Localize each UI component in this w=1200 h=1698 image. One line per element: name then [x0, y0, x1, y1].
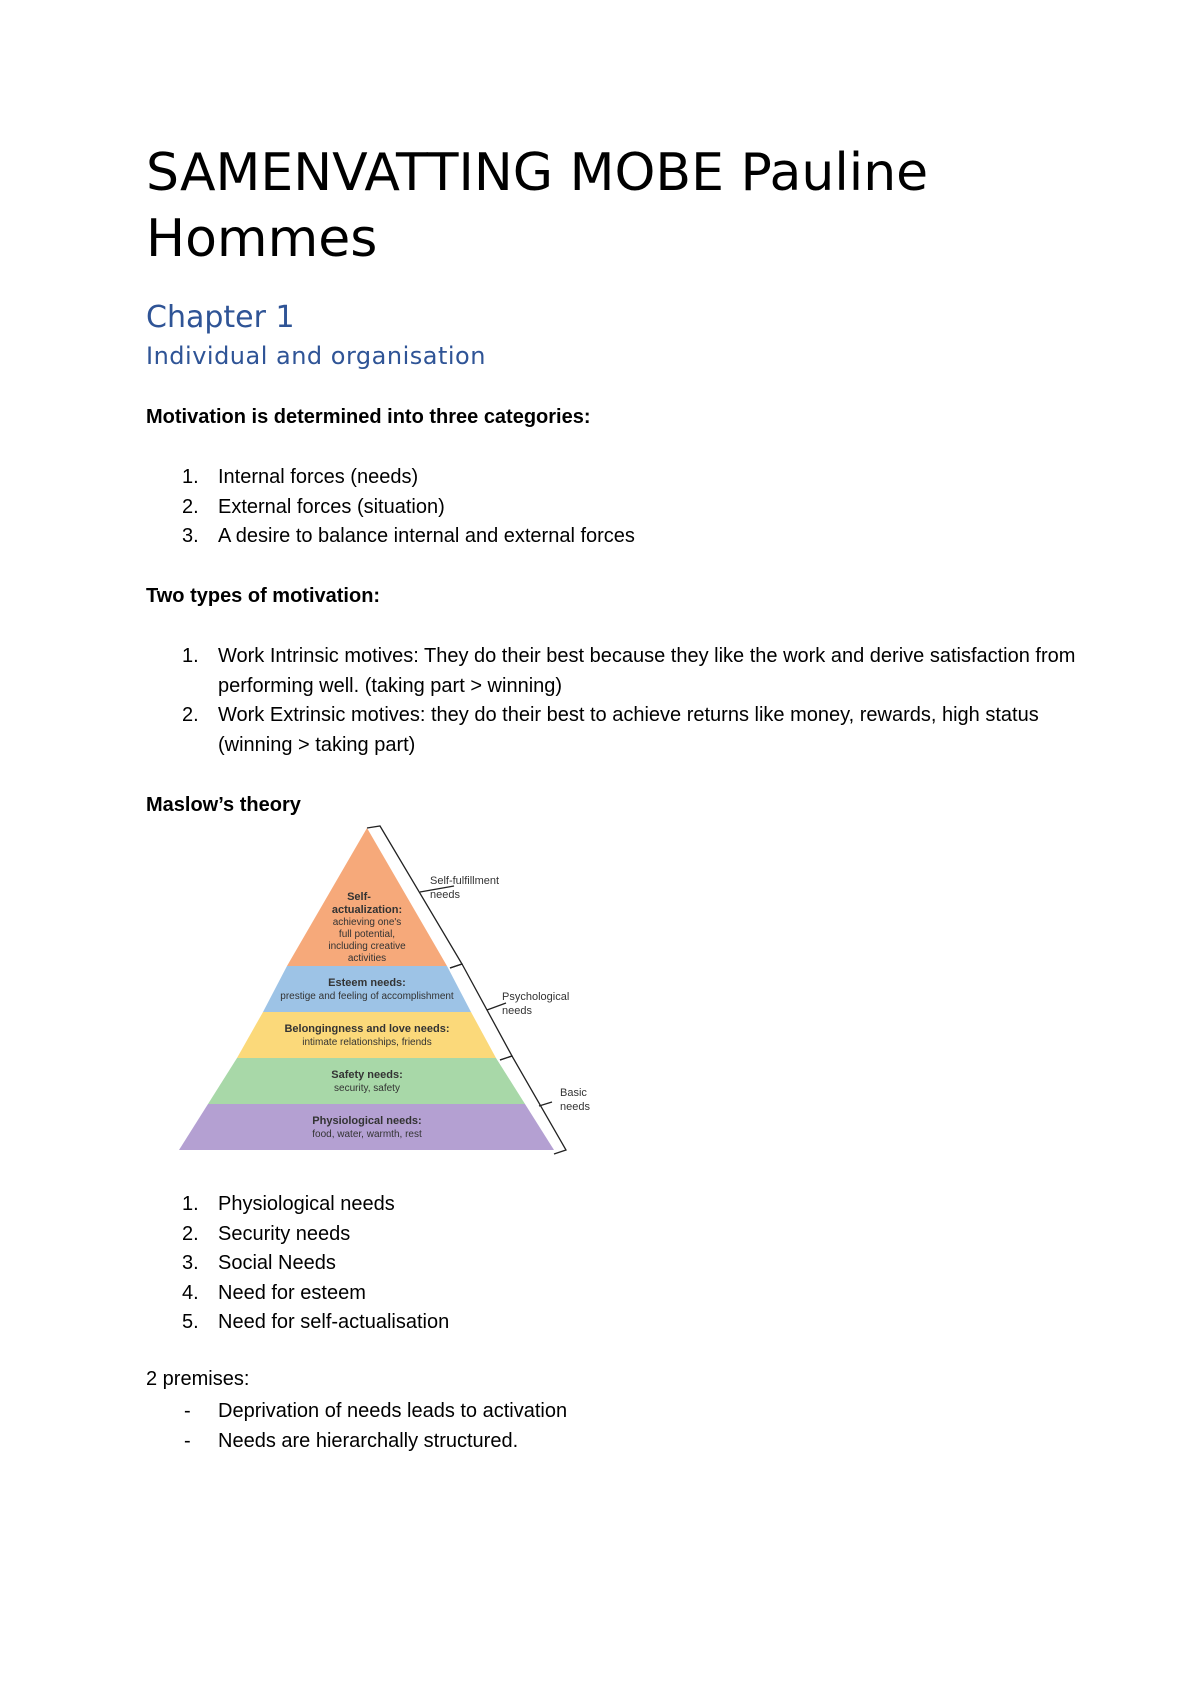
pyramid-layer-physiological — [179, 1104, 554, 1150]
pyramid-layer-safety — [208, 1058, 525, 1104]
pyramid-layer-belongingness — [237, 1012, 496, 1058]
list-item: 2. Security needs — [182, 1222, 351, 1245]
list-item: - Needs are hierarchally structured. — [184, 1429, 519, 1452]
document-title: SAMENVATTING MOBE Pauline Hommes — [146, 143, 929, 269]
list-item: 3. Social Needs — [182, 1252, 336, 1274]
bracket-label-self-1: Self-fulfillment — [430, 875, 500, 887]
motivation-categories-heading: Motivation is determined into three categories: — [146, 406, 591, 428]
motivation-types-list — [146, 642, 1076, 760]
bracket-label-psych-2: needs — [502, 1005, 532, 1017]
motivation-categories-list — [146, 463, 1046, 552]
layer-desc-belongingness: intimate relationships, friends — [302, 1037, 432, 1048]
pyramid-layer-esteem — [263, 966, 471, 1012]
layer-desc-self-3: including creative — [328, 941, 406, 952]
bracket-tick-3 — [539, 1102, 552, 1106]
layer-label-self-1: Self- — [347, 891, 371, 903]
layer-desc-esteem: prestige and feeling of accomplishment — [280, 991, 454, 1002]
layer-label-self-2: actualization: — [331, 904, 403, 916]
layer-label-physiological: Physiological needs: — [312, 1115, 422, 1127]
bracket-label-self-2: needs — [430, 889, 460, 901]
list-item: 3. A desire to balance internal and external forces — [182, 525, 635, 547]
bracket-label-basic-2: needs — [560, 1101, 590, 1113]
maslow-heading: Maslow’s theory — [146, 794, 301, 816]
layer-label-safety: Safety needs: — [331, 1069, 403, 1081]
list-item: 4. Need for esteem — [182, 1281, 366, 1304]
motivation-types-heading: Two types of motivation: — [146, 585, 381, 607]
maslow-needs-list — [146, 1190, 1046, 1338]
layer-label-belongingness: Belongingness and love needs: — [284, 1023, 450, 1035]
layer-desc-self-1: achieving one's — [332, 917, 402, 928]
subchapter-heading: Individual and organisation — [146, 342, 486, 370]
list-item: 2. Work Extrinsic motives: they do their best to achieve returns like money, rewards, high status (winning > taking part) — [182, 704, 1039, 756]
list-item: 1. Physiological needs — [182, 1193, 395, 1215]
list-item: 5. Need for self-actualisation — [182, 1311, 450, 1333]
premises-heading: 2 premises: — [146, 1368, 250, 1390]
chapter-heading: Chapter 1 — [146, 300, 295, 335]
layer-desc-self-2: full potential, — [338, 929, 396, 940]
layer-desc-physiological: food, water, warmth, rest — [312, 1129, 422, 1140]
list-item: - Deprivation of needs leads to activation — [184, 1400, 568, 1422]
premises-list — [146, 1397, 1046, 1456]
list-item: 2. External forces (situation) — [182, 495, 445, 518]
layer-desc-self-4: activities — [347, 953, 387, 964]
layer-desc-safety: security, safety — [334, 1083, 400, 1094]
layer-label-esteem: Esteem needs: — [328, 977, 406, 989]
bracket-label-psych-1: Psychological — [502, 991, 570, 1003]
maslow-pyramid-diagram — [146, 814, 606, 1160]
list-item: 1. Internal forces (needs) — [182, 466, 419, 488]
list-item: 1. Work Intrinsic motives: They do their best because they like the work and derive satisfaction from performing well. (taking part > winning) — [182, 645, 1076, 697]
bracket-label-basic-1: Basic — [560, 1087, 587, 1099]
